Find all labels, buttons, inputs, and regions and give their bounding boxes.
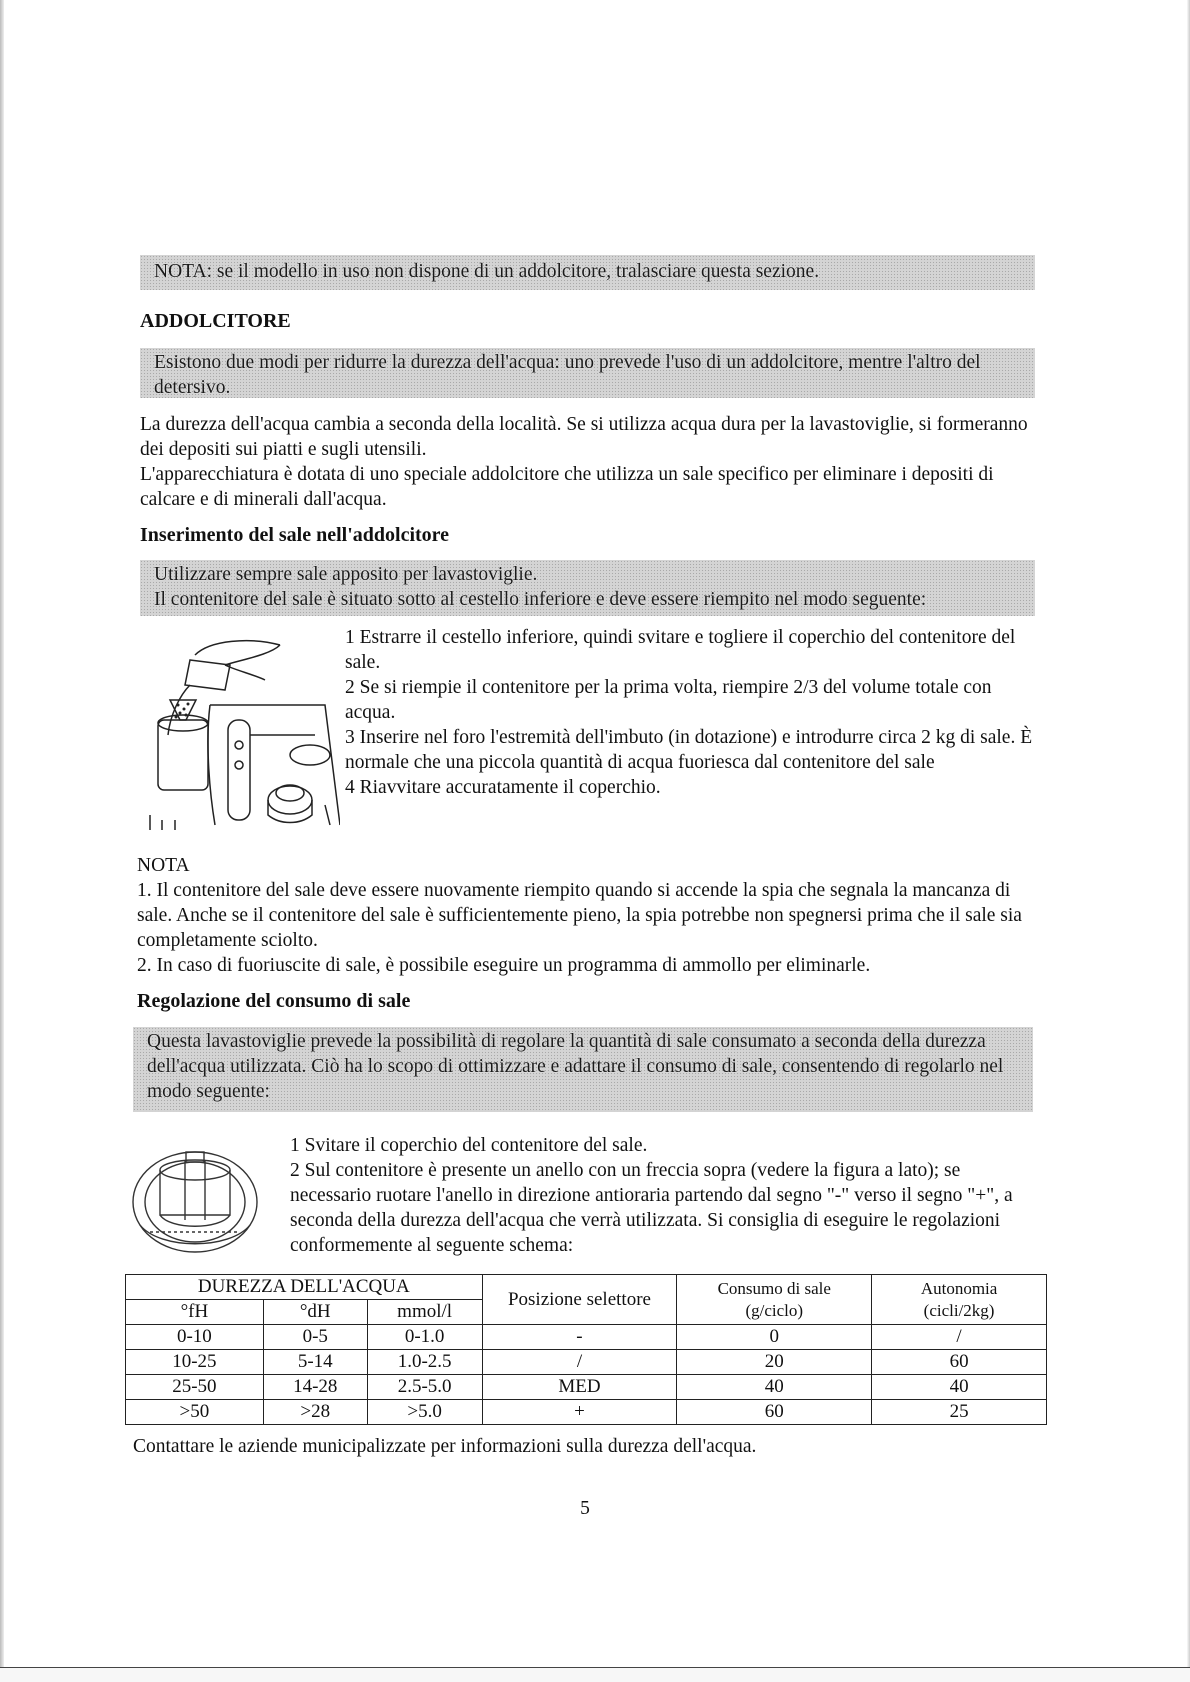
table-cell: / — [872, 1325, 1047, 1350]
table-row — [126, 1350, 1047, 1375]
note-box: NOTA: se il modello in uso non dispone di un addolcitore, tralasciare questa sezione. — [140, 255, 1035, 290]
regulation-box: Questa lavastoviglie prevede la possibilità di regolare la quantità di sale consumato a seconda della durezza dell'acqua utilizzata. Ciò ha lo scopo di ottimizzare e adattare il consumo di sale, consentendo di regolarlo nel modo seguente: — [133, 1027, 1033, 1112]
table-header-row — [126, 1275, 1047, 1300]
table-cell: 1.0-2.5 — [367, 1350, 482, 1375]
table-cell: 0 — [677, 1325, 872, 1350]
hardness-group-header: DUREZZA DELL'ACQUA — [126, 1275, 483, 1300]
table-row — [126, 1375, 1047, 1400]
table-cell: 0-1.0 — [367, 1325, 482, 1350]
footer-note: Contattare le aziende municipalizzate per informazioni sulla durezza dell'acqua. — [133, 1436, 757, 1457]
insert-heading: Inserimento del sale nell'addolcitore — [140, 524, 450, 546]
regulation-step: 1 Svitare il coperchio del contenitore del sale. — [290, 1135, 648, 1156]
table-cell: 0-5 — [263, 1325, 367, 1350]
regulation-steps — [290, 1133, 1040, 1258]
nota-item: 1. Il contenitore del sale deve essere nuovamente riempito quando si accende la spia che segnala la mancanza di sale. Anche se il contenitore del sale è sufficientemente pieno, la spia potrebbe non spegnersi prima che il sale sia completamente sciolto. — [137, 880, 1022, 951]
table-cell: 60 — [872, 1350, 1047, 1375]
page-number: 5 — [580, 1498, 590, 1519]
intro-box: Esistono due modi per ridurre la durezza dell'acqua: uno prevede l'uso di un addolcitore, mentre l'altro del detersivo. — [140, 348, 1035, 398]
table-cell: 5-14 — [263, 1350, 367, 1375]
dh-header: °dH — [263, 1300, 367, 1325]
table-cell: 25-50 — [126, 1375, 264, 1400]
table-cell: + — [482, 1400, 677, 1425]
intro-text — [140, 412, 1035, 512]
table-cell: / — [482, 1350, 677, 1375]
regulation-step: 2 Sul contenitore è presente un anello con un freccia sopra (vedere la figura a lato); se necessario ruotare l'anello in direzione antioraria partendo dal segno "-" verso il segno "+", a seconda della durezza dell'acqua che verrà utilizzata. Si consiglia di eseguire le regolazioni conformemente al seguente schema: — [290, 1160, 1013, 1256]
insert-step: 4 Riavvitare accuratamente il coperchio. — [345, 777, 661, 798]
table-cell: 10-25 — [126, 1350, 264, 1375]
table-cell: - — [482, 1325, 677, 1350]
salt-ring-figure — [120, 1140, 270, 1260]
autonomy-header: Autonomia (cicli/2kg) — [872, 1275, 1047, 1325]
insert-box — [140, 560, 1035, 616]
insert-steps — [345, 625, 1035, 800]
table-cell: 20 — [677, 1350, 872, 1375]
table-cell: 25 — [872, 1400, 1047, 1425]
table-cell: 40 — [872, 1375, 1047, 1400]
table-cell: >5.0 — [367, 1400, 482, 1425]
section-title: ADDOLCITORE — [140, 310, 291, 332]
table-cell: >28 — [263, 1400, 367, 1425]
nota-section — [137, 853, 1037, 978]
table-cell: >50 — [126, 1400, 264, 1425]
insert-step: 3 Inserire nel foro l'estremità dell'imbuto (in dotazione) e introdurre circa 2 kg di sale. È normale che una piccola quantità di acqua fuoriesca dal contenitore del sale — [345, 727, 1033, 773]
insert-box-line: Utilizzare sempre sale apposito per lavastoviglie. — [154, 564, 538, 585]
scan-edge-left — [0, 0, 4, 1682]
consumption-header: Consumo di sale (g/ciclo) — [677, 1275, 872, 1325]
mmol-header: mmol/l — [367, 1300, 482, 1325]
intro-paragraph: La durezza dell'acqua cambia a seconda della località. Se si utilizza acqua dura per la lavastoviglie, si formeranno dei depositi sui piatti e sugli utensili. — [140, 414, 1028, 460]
insert-step: 2 Se si riempie il contenitore per la prima volta, riempire 2/3 del volume totale con acqua. — [345, 677, 992, 723]
selector-header: Posizione selettore — [482, 1275, 677, 1325]
table-cell: 0-10 — [126, 1325, 264, 1350]
table-row — [126, 1400, 1047, 1425]
insert-step: 1 Estrarre il cestello inferiore, quindi svitare e togliere il coperchio del contenitore del sale. — [345, 627, 1016, 673]
fh-header: °fH — [126, 1300, 264, 1325]
table-cell: 40 — [677, 1375, 872, 1400]
table-cell: 14-28 — [263, 1375, 367, 1400]
nota-label: NOTA — [137, 855, 190, 876]
regulation-heading: Regolazione del consumo di sale — [137, 990, 411, 1012]
table-row — [126, 1325, 1047, 1350]
scan-edge-bottom — [0, 1667, 1190, 1682]
nota-item: 2. In caso di fuoriuscite di sale, è possibile eseguire un programma di ammollo per eliminarle. — [137, 955, 871, 976]
intro-paragraph: L'apparecchiatura è dotata di uno speciale addolcitore che utilizza un sale specifico per eliminare i depositi di calcare e di minerali dall'acqua. — [140, 464, 994, 510]
table-cell: MED — [482, 1375, 677, 1400]
table-cell: 2.5-5.0 — [367, 1375, 482, 1400]
salt-filling-figure — [140, 625, 340, 835]
insert-box-line: Il contenitore del sale è situato sotto al cestello inferiore e deve essere riempito nel modo seguente: — [154, 589, 927, 610]
table-cell: 60 — [677, 1400, 872, 1425]
hardness-table — [125, 1274, 1047, 1425]
